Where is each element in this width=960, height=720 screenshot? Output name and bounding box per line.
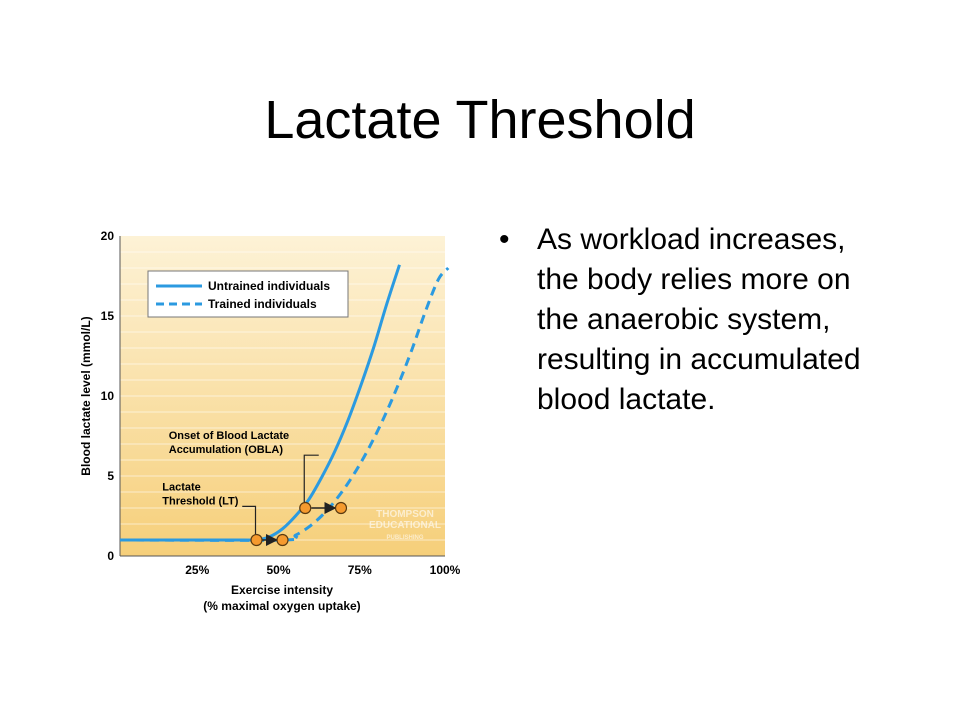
x-tick-labels [185, 563, 460, 577]
x-tick-label: 25% [185, 563, 210, 577]
x-axis-label-line2: (% maximal oxygen uptake) [203, 599, 361, 613]
annotation-lt-text: Lactate [162, 481, 201, 494]
y-tick-label: 10 [100, 389, 114, 403]
annotation-obla-text: Onset of Blood Lactate [168, 430, 290, 443]
y-axis-label: Blood lactate level (mmol/L) [79, 316, 93, 476]
x-axis-label-line1: Exercise intensity [230, 583, 334, 597]
marker-trained-lt [277, 535, 288, 546]
x-tick-label: 50% [266, 563, 291, 577]
legend-label-untrained: Untrained individuals [208, 279, 331, 293]
bullet-list [495, 220, 875, 420]
marker-untrained-lt [251, 535, 262, 546]
slide-title: Lactate Threshold [264, 90, 696, 150]
y-tick-label: 0 [107, 549, 114, 563]
y-tick-label: 5 [107, 469, 114, 483]
lactate-chart [70, 216, 480, 626]
x-tick-label: 75% [347, 563, 372, 577]
legend [148, 271, 348, 317]
y-tick-label: 15 [100, 309, 114, 323]
bullet-marker: • [499, 223, 510, 256]
watermark-text: THOMPSON [376, 509, 434, 520]
marker-trained-obla [336, 503, 347, 514]
x-tick-label: 100% [429, 563, 461, 577]
y-tick-label: 20 [100, 229, 114, 243]
watermark-text: EDUCATIONAL [368, 520, 442, 531]
watermark-text: PUBLISHING [386, 535, 424, 541]
annotation-lt-text: Threshold (LT) [162, 495, 239, 508]
annotation-obla-text: Accumulation (OBLA) [168, 444, 284, 457]
bullet-item [495, 220, 875, 420]
y-tick-labels [101, 229, 115, 563]
bullet-text: As workload increases, the body relies more on the anaerobic system, resulting in accumulated blood lactate. [537, 223, 861, 416]
marker-untrained-obla [300, 503, 311, 514]
legend-label-trained: Trained individuals [208, 297, 317, 311]
